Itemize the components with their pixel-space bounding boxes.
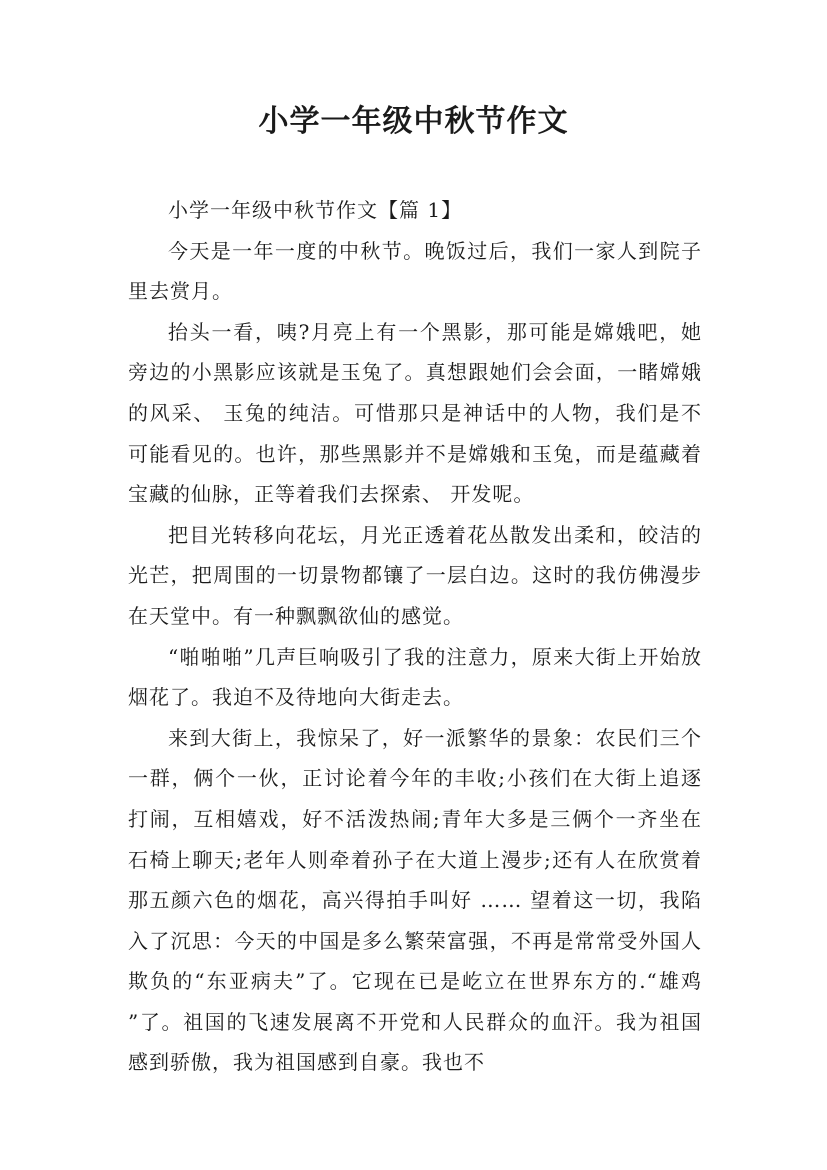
paragraph-2: 抬头一看，咦?月亮上有一个黑影，那可能是嫦娥吧，她旁边的小黑影应该就是玉兔了。真想跟她们会会面，一睹嫦娥的风采、 玉兔的纯洁。可惜那只是神话中的人物，我们是不可能看见的。也许，那些黑影并不是嫦娥和玉兔，而是蕴藏着宝藏的仙脉，正等着我们去探索、 开发呢。 (128, 319, 702, 507)
paragraph-5: 来到大街上，我惊呆了，好一派繁华的景象：农民们三个一群，俩个一伙，正讨论着今年的丰收;小孩们在大街上追逐打闹，互相嬉戏，好不活泼热闹;青年大多是三俩个一齐坐在石椅上聊天;老年人则牵着孙子在大道上漫步;还有人在欣赏着那五颜六色的烟花，高兴得拍手叫好 …… 望着这一切，我陷入了沉思：今天的中国是多么繁荣富强，不再是常常受外国人欺负的“东亚病夫”了。它现在已是屹立在世界东方的.“雄鸡 ”了。祖国的飞速发展离不开党和人民群众的血汗。我为祖国感到骄傲，我为祖国感到自豪。我也不 (128, 725, 702, 1075)
paragraph-4: “啪啪啪”几声巨响吸引了我的注意力，原来大街上开始放烟花了。我迫不及待地向大街走去。 (128, 644, 702, 710)
section-heading: 小学一年级中秋节作文【篇 1】 (168, 198, 463, 222)
document-body (128, 190, 702, 1083)
paragraph-1: 今天是一年一度的中秋节。晚饭过后，我们一家人到院子里去赏月。 (128, 238, 702, 304)
document-title: 小学一年级中秋节作文 (258, 104, 569, 139)
paragraph-3: 把目光转移向花坛，月光正透着花丛散发出柔和，皎洁的光芒，把周围的一切景物都镶了一层白边。这时的我仿佛漫步在天堂中。有一种飘飘欲仙的感觉。 (128, 522, 702, 628)
